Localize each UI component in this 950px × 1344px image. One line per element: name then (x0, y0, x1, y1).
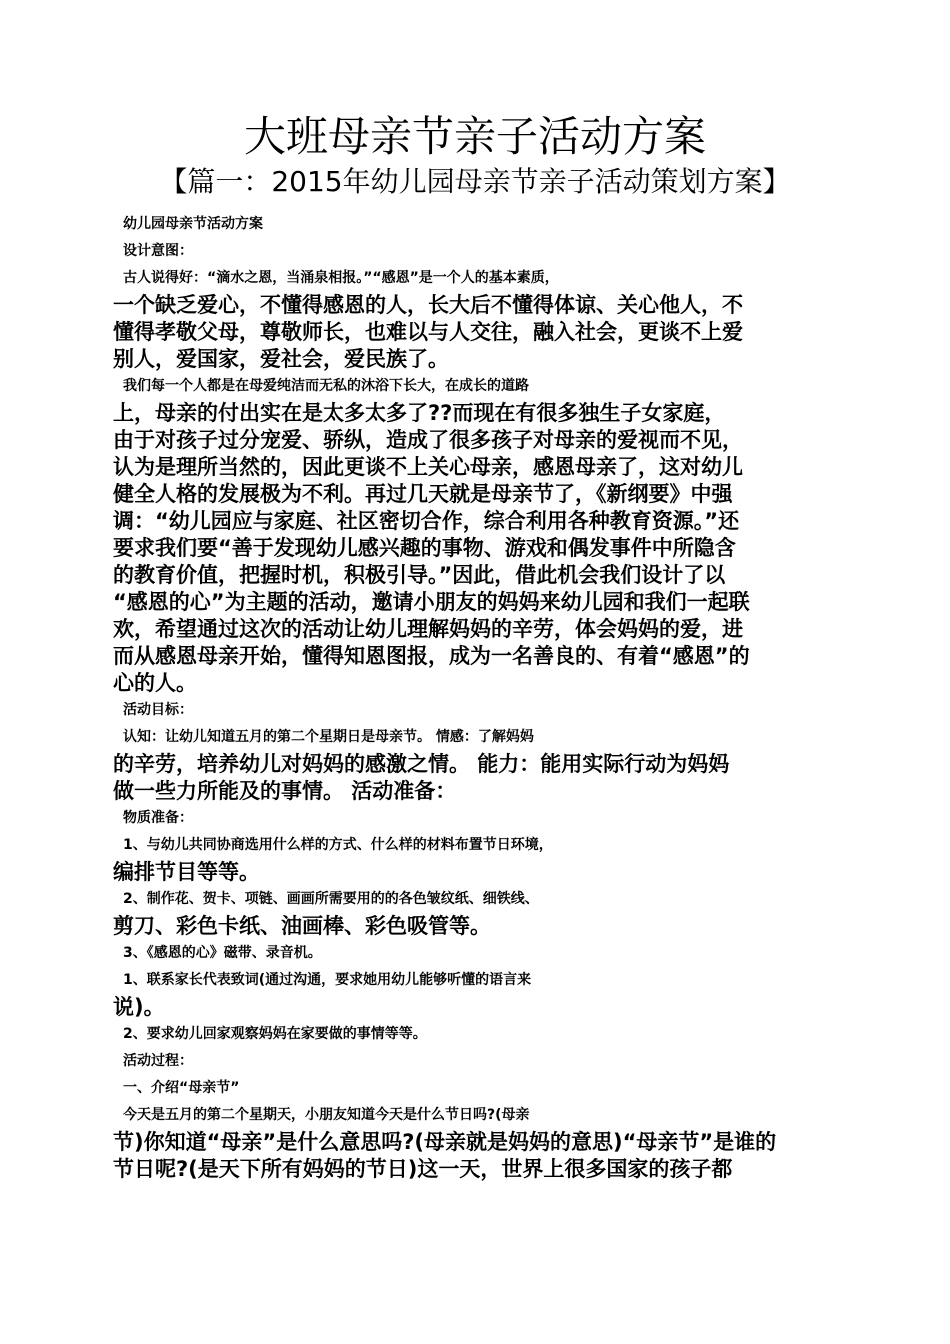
document-line: 活动过程： (123, 1053, 193, 1069)
document-line: 由于对孩子过分宠爱、骄纵，造成了很多孩子对母亲的爱视而不见， (113, 428, 743, 452)
document-line: 心的人。 (113, 671, 197, 695)
document-line: 懂得孝敬父母，尊敬师长，也难以与人交往，融入社会，更谈不上爱 (113, 320, 743, 344)
document-line: 剪刀、彩色卡纸、油画棒、彩色吸管等。 (113, 914, 491, 938)
document-line: 2、要求幼儿回家观察妈妈在家要做的事情等等。 (123, 1026, 427, 1042)
document-line: 1、联系家长代表致词(通过沟通，要求她用幼儿能够听懂的语言来 (123, 972, 532, 988)
document-line: 认为是理所当然的，因此更谈不上关心母亲，感恩母亲了，这对幼儿 (113, 455, 743, 479)
document-title: 大班母亲节亲子活动方案 (243, 112, 706, 161)
document-line: 的辛劳，培养幼儿对妈妈的感激之情。 能力：能用实际行动为妈妈 (113, 752, 730, 776)
document-line: 要求我们要“善于发现幼儿感兴趣的事物、游戏和偶发事件中所隐含 (113, 536, 736, 560)
document-line: 做一些力所能及的事情。 活动准备： (113, 779, 457, 803)
document-line: 别人，爱国家，爱社会，爱民族了。 (113, 347, 449, 371)
document-line: 上，母亲的付出实在是太多太多了??而现在有很多独生子女家庭， (113, 401, 726, 425)
document-line: 物质准备： (123, 810, 193, 826)
document-line: 欢，希望通过这次的活动让幼儿理解妈妈的辛劳，体会妈妈的爱，进 (113, 617, 743, 641)
document-line: 设计意图： (123, 243, 193, 259)
document-line: “感恩的心”为主题的活动，邀请小朋友的妈妈来幼儿园和我们一起联 (113, 590, 750, 614)
document-line: 3、《感恩的心》磁带、录音机。 (123, 945, 322, 961)
document-subtitle: 【篇一：2015年幼儿园母亲节亲子活动策划方案】 (159, 165, 791, 198)
document-line: 说)。 (113, 995, 165, 1019)
document-body (113, 211, 843, 1183)
document-line: 编排节目等等。 (113, 860, 260, 884)
document-line: 2、制作花、贺卡、项链、画画所需要用的的各色皱纹纸、细铁线、 (123, 891, 539, 907)
document-line: 1、与幼儿共同协商选用什么样的方式、什么样的材料布置节日环境， (123, 837, 553, 853)
document-line: 活动目标： (123, 702, 193, 718)
document-line: 调：“幼儿园应与家庭、社区密切合作，综合利用各种教育资源。”还 (113, 509, 740, 533)
document-line: 节日呢?(是天下所有妈妈的节日)这一天，世界上很多国家的孩子都 (113, 1157, 733, 1181)
document-line: 古人说得好：“滴水之恩，当涌泉相报。”“感恩”是一个人的基本素质， (123, 270, 559, 286)
document-line: 的教育价值，把握时机，积极引导。”因此，借此机会我们设计了以 (113, 563, 726, 587)
document-line: 今天是五月的第二个星期天，小朋友知道今天是什么节日吗?(母亲 (123, 1107, 530, 1123)
document-line: 一、介绍“母亲节” (123, 1080, 240, 1096)
document-line: 一个缺乏爱心，不懂得感恩的人，长大后不懂得体谅、关心他人，不 (113, 293, 743, 317)
document-line: 而从感恩母亲开始，懂得知恩图报，成为一名善良的、有着“感恩”的 (113, 644, 750, 668)
document-line: 我们每一个人都是在母爱纯洁而无私的沐浴下长大，在成长的道路 (123, 378, 529, 394)
document-line: 幼儿园母亲节活动方案 (123, 216, 263, 232)
document-line: 认知：让幼儿知道五月的第二个星期日是母亲节。 情感：了解妈妈 (123, 729, 534, 745)
document-line: 健全人格的发展极为不利。再过几天就是母亲节了，《新纲要》中强 (113, 482, 733, 506)
document-line: 节)你知道“母亲”是什么意思吗?(母亲就是妈妈的意思)“母亲节”是谁的 (113, 1130, 777, 1154)
